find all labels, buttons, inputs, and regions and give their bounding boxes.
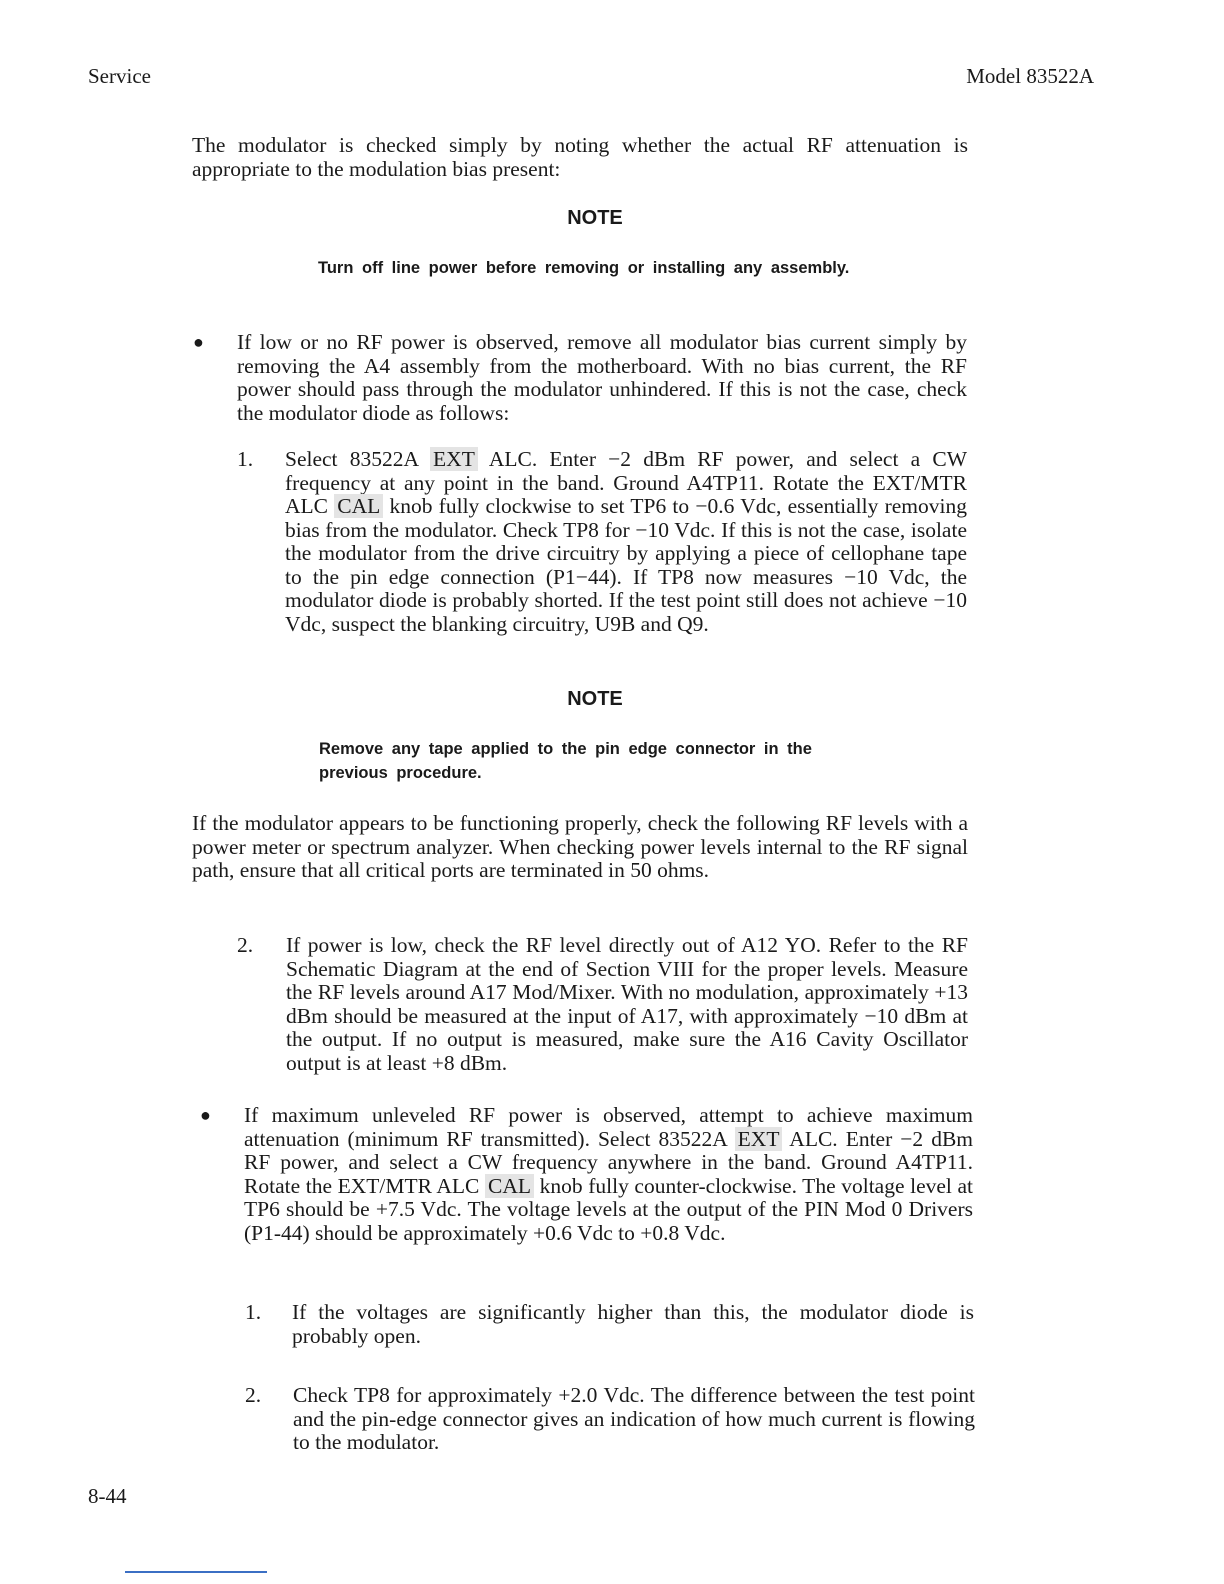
step-text: ALC. Enter −2 dBm RF power, and select a CW frequency at any point in the band. Ground A4TP11. Rotate the EXT/MTR ALC [285, 447, 967, 518]
bullet-icon: ● [200, 1105, 211, 1125]
cal-key-label: CAL [334, 494, 383, 518]
step-text: knob fully clockwise to set TP6 to −0.6 Vdc, essentially removing bias from the modulator. Check TP8 for −10 Vdc. If this is not the case, isolate the modulator from the drive circuitry by applying a piece of cellophane tape to the pin edge connection (P1−44). If TP8 now measures −10 Vdc, the modulator diode is probably shorted. If the test point still does not achieve −10 Vdc, suspect the blanking circuitry, U9B and Q9. [285, 494, 968, 636]
step-number: 1. [245, 1300, 262, 1324]
running-header-model: Model 83522A [966, 64, 1094, 88]
step-paragraph: Check TP8 for approximately +2.0 Vdc. The difference between the test point and the pin-edge connector gives an indication of how much current is flowing to the modulator. [293, 1383, 975, 1454]
note-title: NOTE [567, 207, 623, 229]
bullet-paragraph [244, 1104, 973, 1245]
step-paragraph [285, 448, 967, 636]
bullet-paragraph: If low or no RF power is observed, remove all modulator bias current simply by removing the A4 assembly from the motherboard. With no bias current, the RF power should pass through the modulator unhindered. If this is not the case, check the modulator diode as follows: [237, 330, 967, 425]
checking-paragraph: If the modulator appears to be functioning properly, check the following RF levels with a power meter or spectrum analyzer. When checking power levels internal to the RF signal path, ensure that all critical ports are terminated in 50 ohms. [192, 811, 968, 882]
scan-edge-line [125, 1571, 267, 1573]
step-paragraph: If power is low, check the RF level directly out of A12 YO. Refer to the RF Schematic Diagram at the end of Section VIII for the proper levels. Measure the RF levels around A17 Mod/Mixer. With no modulation, approximately +13 dBm should be measured at the input of A17, with approximately −10 dBm at the output. If no output is measured, make sure the A16 Cavity Oscillator output is at least +8 dBm. [286, 933, 968, 1075]
bullet-text: knob fully counter-clockwise. The voltage level at TP6 should be +7.5 Vdc. The voltage levels at the output of the PIN Mod 0 Drivers (P1-44) should be approximately +0.6 Vdc to +0.8 Vdc. [244, 1173, 974, 1245]
note-body: Remove any tape applied to the pin edge connector in the previous procedure. [319, 740, 812, 782]
note-body: Turn off line power before removing or installing any assembly. [318, 259, 850, 277]
step-number: 2. [237, 933, 254, 957]
running-header-section: Service [88, 64, 151, 88]
ext-key-label: EXT [430, 447, 478, 471]
note-title: NOTE [567, 688, 623, 710]
step-number: 2. [245, 1383, 262, 1407]
bullet-icon: ● [193, 332, 204, 352]
intro-paragraph: The modulator is checked simply by noting whether the actual RF attenuation is appropriate to the modulation bias present: [192, 133, 968, 181]
ext-key-label: EXT [735, 1127, 783, 1151]
page-number: 8-44 [88, 1484, 127, 1508]
step-paragraph: If the voltages are significantly higher than this, the modulator diode is probably open. [292, 1300, 974, 1348]
bullet-text: ALC. Enter −2 dBm RF power, and select a CW frequency anywhere in the band. Ground A4TP11. Rotate the EXT/MTR ALC [244, 1126, 974, 1198]
step-number: 1. [237, 447, 254, 471]
bullet-text: If maximum unleveled RF power is observed, attempt to achieve maximum attenuation (minimum RF transmitted). Select 83522A [244, 1103, 973, 1151]
step-text: Select 83522A [285, 447, 431, 471]
cal-key-label: CAL [485, 1174, 534, 1198]
